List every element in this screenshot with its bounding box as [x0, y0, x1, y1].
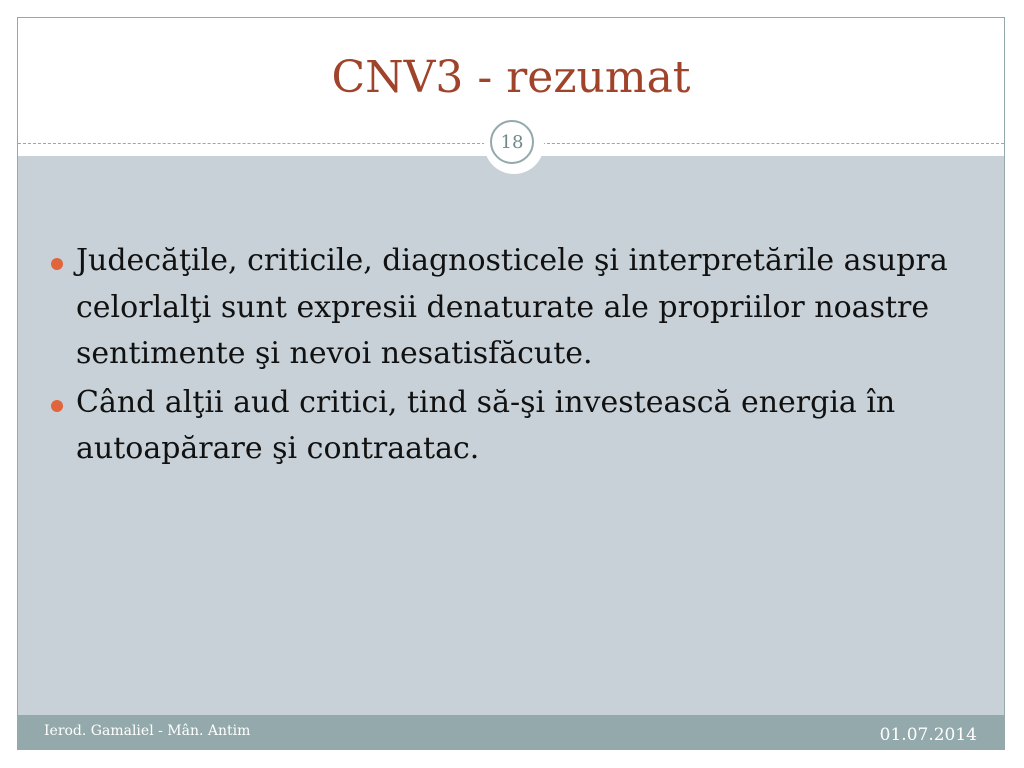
- footer-author: Ierod. Gamaliel - Mân. Antim: [44, 723, 251, 739]
- bullet-text: Când alţii aud critici, tind să-şi investească energia în autoapărare şi contraatac.: [76, 384, 896, 466]
- bullet-dot-icon: [51, 400, 63, 412]
- slide-frame: [17, 17, 1005, 750]
- slide-number-badge: [484, 114, 544, 174]
- bullet-dot-icon: [51, 258, 63, 270]
- slide-footer: [18, 715, 1004, 750]
- bullet-list: [51, 238, 981, 475]
- bullet-item: [51, 238, 981, 378]
- slide-title: CNV3 - rezumat: [331, 52, 691, 103]
- footer-date: 01.07.2014: [879, 725, 977, 745]
- bullet-item: [51, 380, 981, 473]
- slide-number: 18: [490, 120, 534, 164]
- bullet-text: Judecăţile, criticile, diagnosticele şi interpretările asupra celorlalţi sunt expresii denaturate ale propriilor noastre sentimente şi nevoi nesatisfăcute.: [76, 243, 948, 371]
